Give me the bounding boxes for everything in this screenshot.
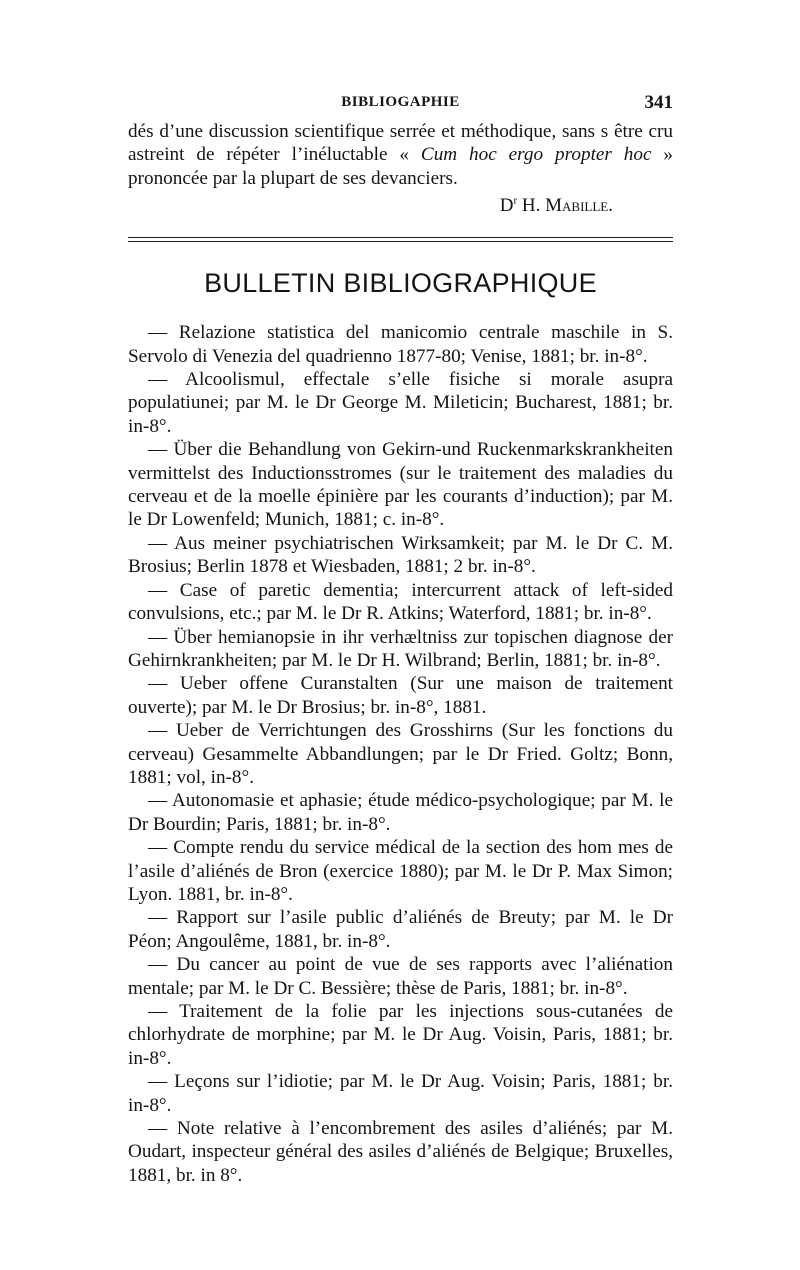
bibliography-entry: — Über hemianopsie in ihr verhæltniss zur topischen diagnose der Gehirnkrankheiten; par M. le Dr H. Wilbrand; Berlin, 1881; br. in-8°.: [128, 626, 673, 671]
page: [128, 92, 673, 1187]
intro-text-1: dés d’une discussion scientifique serrée et méthodique, sans s être cru astreint de répéter l’inéluctable «: [128, 121, 673, 166]
bibliography-entry: — Rapport sur l’asile public d’aliénés de Breuty; par M. le Dr Péon; Angoulême, 1881, br. in-8°.: [128, 907, 673, 952]
bibliography-entry: — Autonomasie et aphasie; étude médico-psychologique; par M. le Dr Bourdin; Paris, 1881; br. in-8°.: [128, 790, 673, 835]
running-head: [128, 92, 673, 116]
intro-text-2: » prononcée par la plupart de ses devanciers.: [128, 144, 674, 189]
bibliography-entry: — Note relative à l’encombrement des asiles d’aliénés; par M. Oudart, inspecteur général des asiles d’aliénés de Belgique; Bruxelles, 1881, br. in 8°.: [128, 1118, 673, 1186]
page-number: 341: [644, 92, 673, 113]
bibliography-entry: — Leçons sur l’idiotie; par M. le Dr Aug. Voisin; Paris, 1881; br. in-8°.: [128, 1071, 673, 1116]
bibliography-entry: — Du cancer au point de vue de ses rapports avec l’aliénation mentale; par M. le Dr C. Bessière; thèse de Paris, 1881; br. in-8°.: [128, 954, 673, 999]
running-title: BIBLIOGAPHIE: [341, 94, 460, 110]
bibliography-entry: — Case of paretic dementia; intercurrent attack of left-sided convulsions, etc.; par M. le Dr R. Atkins; Waterford, 1881; br. in-8°.: [128, 579, 673, 625]
signature-prefix: D: [499, 195, 514, 217]
signature-name: H. Mabille.: [517, 195, 613, 217]
section-title: BULLETIN BIBLIOGRAPHIQUE: [204, 268, 597, 299]
bibliography-entry: — Aus meiner psychiatrischen Wirksamkeit; par M. le Dr C. M. Brosius; Berlin 1878 et Wiesbaden, 1881; 2 br. in-8°.: [128, 532, 673, 578]
bibliography-entry: — Ueber offene Curanstalten (Sur une maison de traitement ouverte); par M. le Dr Brosius; br. in-8°, 1881.: [128, 673, 673, 718]
bibliography-entry: — Über die Behandlung von Gekirn-und Ruckenmarkskrankheiten vermittelst des Inductionsstromes (sur le traitement des maladies du cerveau et de la moelle épinière par les courants d’induction); par M. le Dr Lowenfeld; Munich, 1881; c. in-8°.: [128, 439, 673, 531]
bibliography-entry: — Compte rendu du service médical de la section des hom mes de l’asile d’aliénés de Bron (exercice 1880); par M. le Dr P. Max Simon; Lyon. 1881, br. in-8°.: [128, 837, 673, 905]
bibliography-entry: — Relazione statistica del manicomio centrale maschile in S. Servolo di Venezia del quadrienno 1877-80; Venise, 1881; br. in-8°.: [128, 322, 673, 367]
double-rule-divider: [128, 237, 673, 242]
signature-sup: r: [513, 194, 518, 207]
bibliography-list: [128, 321, 673, 1187]
bibliography-entry: — Traitement de la folie par les injections sous-cutanées de chlorhydrate de morphine; par M. le Dr Aug. Voisin, Paris, 1881; br. in-8°.: [128, 1001, 673, 1069]
signature: [128, 194, 613, 217]
intro-paragraph: [128, 120, 673, 190]
bibliography-entry: — Alcoolismul, effectale s’elle fisiche si morale asupra populatiunei; par M. le Dr George M. Mileticin; Bucharest, 1881; br. in-8°.: [128, 369, 673, 437]
intro-latin-phrase: Cum hoc ergo propter hoc: [420, 144, 652, 166]
bibliography-entry: — Ueber de Verrichtungen des Grosshirns (Sur les fonctions du cerveau) Gesammelte Abbandlungen; par le Dr Fried. Goltz; Bonn, 1881; vol, in-8°.: [128, 720, 673, 788]
